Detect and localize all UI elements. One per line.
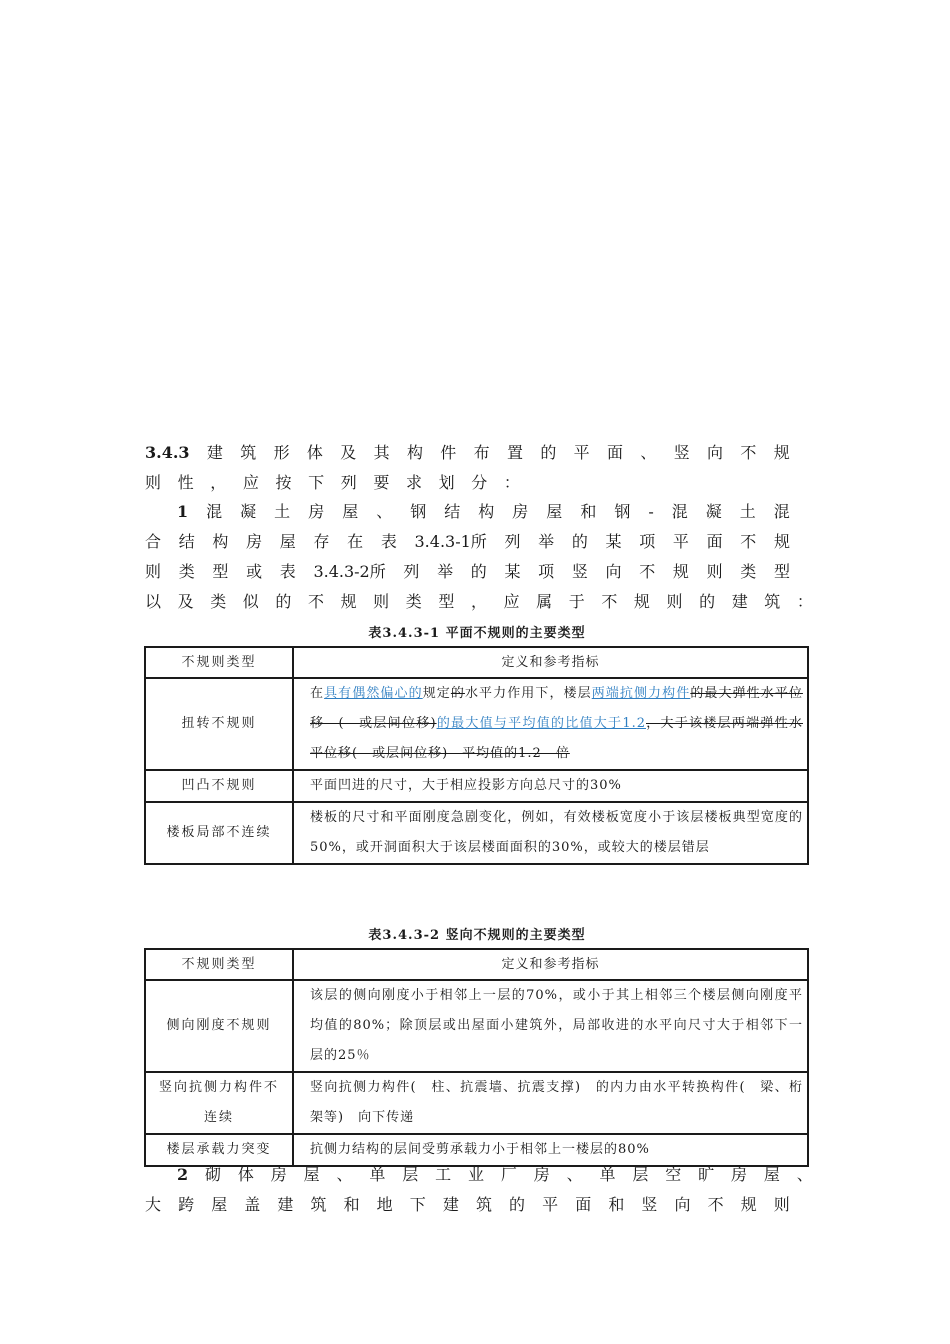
text-token: 的 [509,1195,526,1214]
text-token: 单 [599,1165,616,1184]
text-token: - [648,502,654,521]
text-token: 举 [437,562,454,581]
table1-plan-irregularity [144,646,809,865]
text-token: 土 [739,502,756,521]
text-token: ， [470,592,487,611]
text-token: 建 [277,1195,294,1214]
text-token: 某 [504,562,521,581]
clause-text-line [145,470,520,496]
text-token: 表 [279,562,296,581]
text-token: 表 [380,532,397,551]
text-token: 建 [442,1195,459,1214]
text-token: 工 [435,1165,452,1184]
text-token: 性 [177,473,194,492]
text-token: 盖 [244,1195,261,1214]
text-token: 属 [536,592,553,611]
clause-number: 3.4.3 [145,443,190,462]
text-token: 屋 [211,1195,228,1214]
text-token: 屋 [342,502,359,521]
text-token: 土 [274,502,291,521]
table-header-row [145,647,808,678]
text-token: 跨 [178,1195,195,1214]
item1-line [145,589,813,615]
text-token: 的 [540,443,557,462]
text-token: 向 [605,562,622,581]
text-token: 则 [706,562,723,581]
text-token: 要 [373,473,390,492]
text-token: 向 [707,443,724,462]
text-token: 则 [373,592,390,611]
text-token: 的 [470,562,487,581]
text-token: 构 [406,443,423,462]
table2-vertical-irregularity [144,948,809,1167]
text-token: 以 [145,592,162,611]
def-text: 规定 [422,686,451,701]
text-token: ， [210,473,227,492]
text-token: 其 [373,443,390,462]
text-token: 形 [273,443,290,462]
text-token: 的 [699,592,716,611]
text-token: 列 [504,532,521,551]
row-definition [293,678,808,770]
text-token: 不 [307,592,324,611]
inserted-text: 的最大值与平均值的比值大于1.2 [436,716,646,731]
text-token: 不 [601,592,618,611]
text-token: 于 [568,592,585,611]
text-token: 不 [740,532,757,551]
text-token: 、 [640,443,657,462]
text-token: 构 [212,532,229,551]
text-token: 类 [740,562,757,581]
header-type: 不规则类型 [145,949,293,980]
text-token: 钢 [614,502,631,521]
item2-line [145,1162,813,1188]
text-token: 厂 [500,1165,517,1184]
text-token: 建 [731,592,748,611]
text-token: 及 [340,443,357,462]
table-row [145,802,808,864]
text-token: 大 [145,1195,162,1214]
text-token: 置 [506,443,523,462]
text-token: 列 [340,473,357,492]
text-token: 不 [740,443,757,462]
text-token: 及 [177,592,194,611]
text-token: 不 [707,1195,724,1214]
row-definition: 竖向抗侧力构件( 柱、抗震墙、抗震支撑) 的内力由水平转换构件( 梁、桁架等) 向下传递 [293,1072,808,1134]
text-token: 、 [336,1165,353,1184]
text-token: 房 [731,1165,748,1184]
text-token: 规 [340,592,357,611]
row-type: 楼板局部不连续 [145,802,293,864]
item1-number: 1 [177,502,189,521]
row-type: 扭转不规则 [145,678,293,770]
text-token: 在 [347,532,364,551]
text-token: 混 [206,502,223,521]
text-token: 屋 [303,1165,320,1184]
text-token: 则 [145,473,162,492]
text-token: ： [503,473,520,492]
text-token: 型 [438,592,455,611]
text-token: 体 [237,1165,254,1184]
table-row [145,678,808,770]
text-token: 的 [571,532,588,551]
text-token: 或 [246,562,263,581]
text-token: 钢 [410,502,427,521]
deleted-text: 大于该楼层两端弹性水平位移( 或层间位移) 平均值的1.2 倍 [310,716,803,761]
text-token: 面 [575,1195,592,1214]
text-token: 房 [533,1165,550,1184]
text-token: 房 [246,532,263,551]
table-row [145,980,808,1072]
deleted-text: 的最大 [690,686,733,701]
text-token: 平 [573,443,590,462]
text-token: 结 [444,502,461,521]
text-token: 则 [145,562,162,581]
text-token: 分 [471,473,488,492]
text-token: 空 [665,1165,682,1184]
text-token: 某 [605,532,622,551]
text-token: 下 [308,473,325,492]
inserted-text: 具有偶然偏心的 [324,686,423,701]
text-token: 和 [580,502,597,521]
text-token: 似 [242,592,259,611]
text-token: 建 [206,443,223,462]
text-token: 凝 [240,502,257,521]
text-token: 筑 [240,443,257,462]
deleted-text: 的 [450,686,465,701]
text-token: 型 [773,562,790,581]
row-type: 楼层承载力突变 [145,1134,293,1166]
text-token: 规 [773,443,790,462]
text-token: 应 [242,473,259,492]
text-token: ： [796,592,813,611]
deleted-text: ， [646,716,661,731]
table-header-row [145,949,808,980]
text-token: 筑 [764,592,781,611]
text-token: 应 [503,592,520,611]
text-token: 型 [212,562,229,581]
item1-line [145,559,790,585]
text-token: 竖 [673,443,690,462]
item2-number: 2 [177,1165,189,1184]
inserted-text: 两端抗侧力构件 [591,686,691,701]
text-token: 混 [671,502,688,521]
deleted-text: 弹性水平位移 ( 或层间位移) [310,686,803,731]
text-token: 的 [275,592,292,611]
text-token: 3.4.3-2所 [313,562,386,581]
text-token: 结 [178,532,195,551]
text-token: 房 [512,502,529,521]
text-token: 项 [639,532,656,551]
row-definition: 该层的侧向刚度小于相邻上一层的70%，或小于其上相邻三个楼层侧向刚度平均值的80%；除顶层或出屋面小建筑外，局部收进的水平向尺寸大于相邻下一层的25％ [293,980,808,1072]
text-token: 规 [633,592,650,611]
text-token: 则 [666,592,683,611]
table1-caption: 表3.4.3-1 平面不规则的主要类型 [368,626,586,641]
text-token: 布 [473,443,490,462]
text-token: 混 [773,502,790,521]
text-token: 、 [796,1165,813,1184]
text-token: 竖 [571,562,588,581]
text-token: 规 [672,562,689,581]
text-token: 、 [376,502,393,521]
row-type: 竖向抗侧力构件不连续 [145,1072,293,1134]
text-token: 地 [376,1195,393,1214]
text-token: 划 [438,473,455,492]
header-definition: 定义和参考指标 [293,949,808,980]
text-token: 旷 [698,1165,715,1184]
row-definition: 平面凹进的尺寸，大于相应投影方向总尺寸的30% [293,770,808,802]
text-token: 不 [639,562,656,581]
text-token: 向 [674,1195,691,1214]
text-token: 单 [369,1165,386,1184]
item1-line [145,529,790,555]
table-row [145,770,808,802]
text-token: 屋 [546,502,563,521]
text-token: 规 [773,532,790,551]
item2-line [145,1192,790,1218]
text-token: 求 [406,473,423,492]
text-token: 房 [270,1165,287,1184]
text-token: 则 [773,1195,790,1214]
text-token: 砌 [205,1165,222,1184]
text-token: 房 [308,502,325,521]
text-token: 件 [440,443,457,462]
text-token: 合 [145,532,162,551]
header-definition: 定义和参考指标 [293,647,808,678]
text-token: 平 [672,532,689,551]
text-token: 类 [405,592,422,611]
text-token: 列 [403,562,420,581]
text-token: 和 [343,1195,360,1214]
row-type: 凹凸不规则 [145,770,293,802]
text-token: 类 [178,562,195,581]
text-token: 竖 [641,1195,658,1214]
text-token: 筑 [475,1195,492,1214]
text-token: 构 [478,502,495,521]
text-token: 举 [538,532,555,551]
text-token: 平 [542,1195,559,1214]
clause-heading-line [145,440,790,466]
def-text: 水平力作用下，楼层 [464,686,592,701]
header-type: 不规则类型 [145,647,293,678]
text-token: 筑 [310,1195,327,1214]
text-token: 业 [468,1165,485,1184]
text-token: 类 [210,592,227,611]
text-token: 按 [275,473,292,492]
row-definition: 楼板的尺寸和平面刚度急剧变化，例如，有效楼板宽度小于该层楼板典型宽度的50%，或开洞面积大于该层楼面面积的30%，或较大的楼层错层 [293,802,808,864]
row-definition: 抗侧力结构的层间受剪承载力小于相邻上一楼层的80% [293,1134,808,1166]
row-type: 侧向刚度不规则 [145,980,293,1072]
text-token: 项 [538,562,555,581]
text-token: 层 [402,1165,419,1184]
text-token: 、 [566,1165,583,1184]
text-token: 屋 [279,532,296,551]
text-token: 存 [313,532,330,551]
text-token: 下 [409,1195,426,1214]
text-token: 屋 [763,1165,780,1184]
text-token: 凝 [705,502,722,521]
text-token: 体 [306,443,323,462]
table-row [145,1072,808,1134]
table2-caption: 表3.4.3-2 竖向不规则的主要类型 [368,928,586,943]
text-token: 规 [740,1195,757,1214]
def-text: 在 [310,686,325,701]
text-token: 面 [706,532,723,551]
text-token: 面 [607,443,624,462]
item1-line [145,499,790,525]
text-token: 和 [608,1195,625,1214]
text-token: 3.4.3-1所 [414,532,487,551]
text-token: 层 [632,1165,649,1184]
